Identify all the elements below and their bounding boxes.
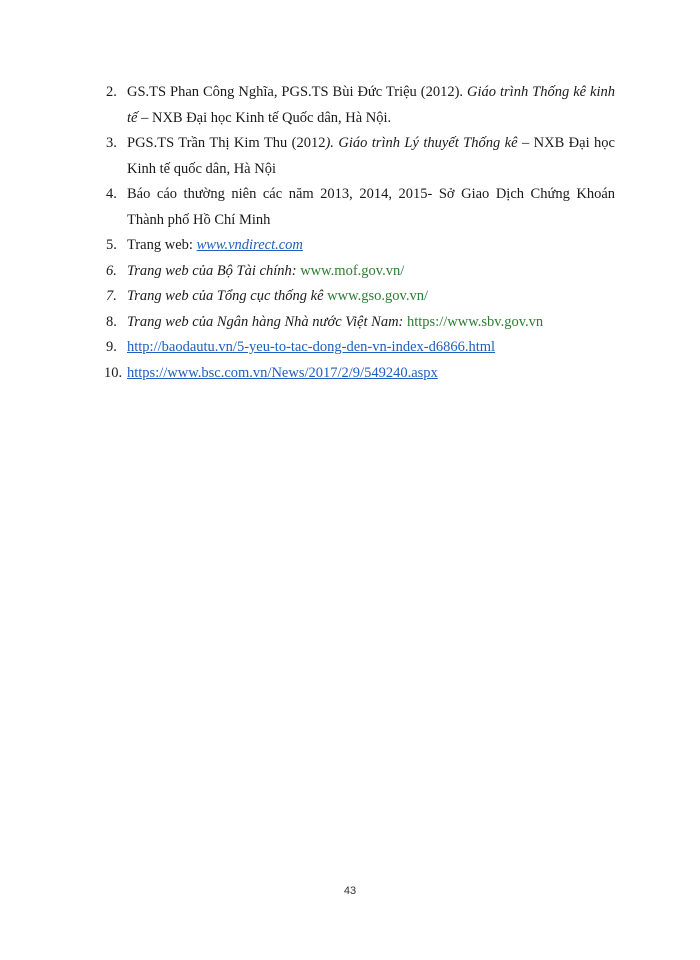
reference-item-7 [106,284,615,310]
reference-list [106,80,615,386]
reference-authors-tail: ). [325,135,339,151]
reference-item-9 [106,335,615,361]
reference-label: Trang web của Tổng cục thống kê [127,288,324,304]
reference-item-8 [106,310,615,336]
reference-item-4 [106,182,615,233]
reference-title: Giáo trình Thống kê kinh tế [127,84,615,126]
reference-item-3 [106,131,615,182]
reference-url-mof: www.mof.gov.vn/ [296,262,405,279]
reference-authors: PGS.TS Trần Thị Kim Thu (2012 [127,135,326,151]
reference-authors: GS.TS Phan Công Nghĩa, PGS.TS Bùi Đức Triệu (2012). [127,84,468,100]
reference-link-baodautu[interactable]: http://baodautu.vn/5-yeu-to-tac-dong-den-vn-index-d6866.html [127,339,496,355]
reference-link-bsc[interactable]: https://www.bsc.com.vn/News/2017/2/9/549240.aspx [127,364,438,381]
reference-number: 3. [106,135,117,151]
reference-label: Trang web của Bộ Tài chính: [127,262,297,279]
reference-publisher: – NXB Đại học Kinh tế Quốc dân, Hà Nội. [137,109,392,126]
reference-publisher: – NXB Đại học Kinh tế quốc dân, Hà Nội [127,135,615,177]
reference-number: 2. [106,84,117,100]
reference-label: Trang web của Ngân hàng Nhà nước Việt Nam: [127,313,404,330]
reference-number: 7. [106,288,117,304]
reference-item-10 [106,361,615,387]
reference-number: 5. [106,237,117,253]
reference-number: 6. [106,262,117,279]
reference-number: 8. [106,313,117,330]
reference-number: 10. [104,364,123,381]
reference-url-sbv: https://www.sbv.gov.vn [403,313,544,330]
reference-item-5 [106,233,615,259]
reference-item-2 [106,80,615,131]
page-number: 43 [343,885,357,897]
reference-label: Trang web: [127,237,197,253]
reference-item-6 [106,259,615,285]
reference-title: Giáo trình Lý thuyết Thống kê [338,135,518,151]
reference-link-vndirect[interactable]: www.vndirect.com [196,237,303,253]
reference-number: 9. [106,339,117,355]
reference-text: Báo cáo thường niên các năm 2013, 2014, 2015- Sở Giao Dịch Chứng Khoán Thành phố Hồ Chí Minh [127,186,615,228]
reference-url-gso: www.gso.gov.vn/ [323,288,428,304]
reference-number: 4. [106,186,117,202]
